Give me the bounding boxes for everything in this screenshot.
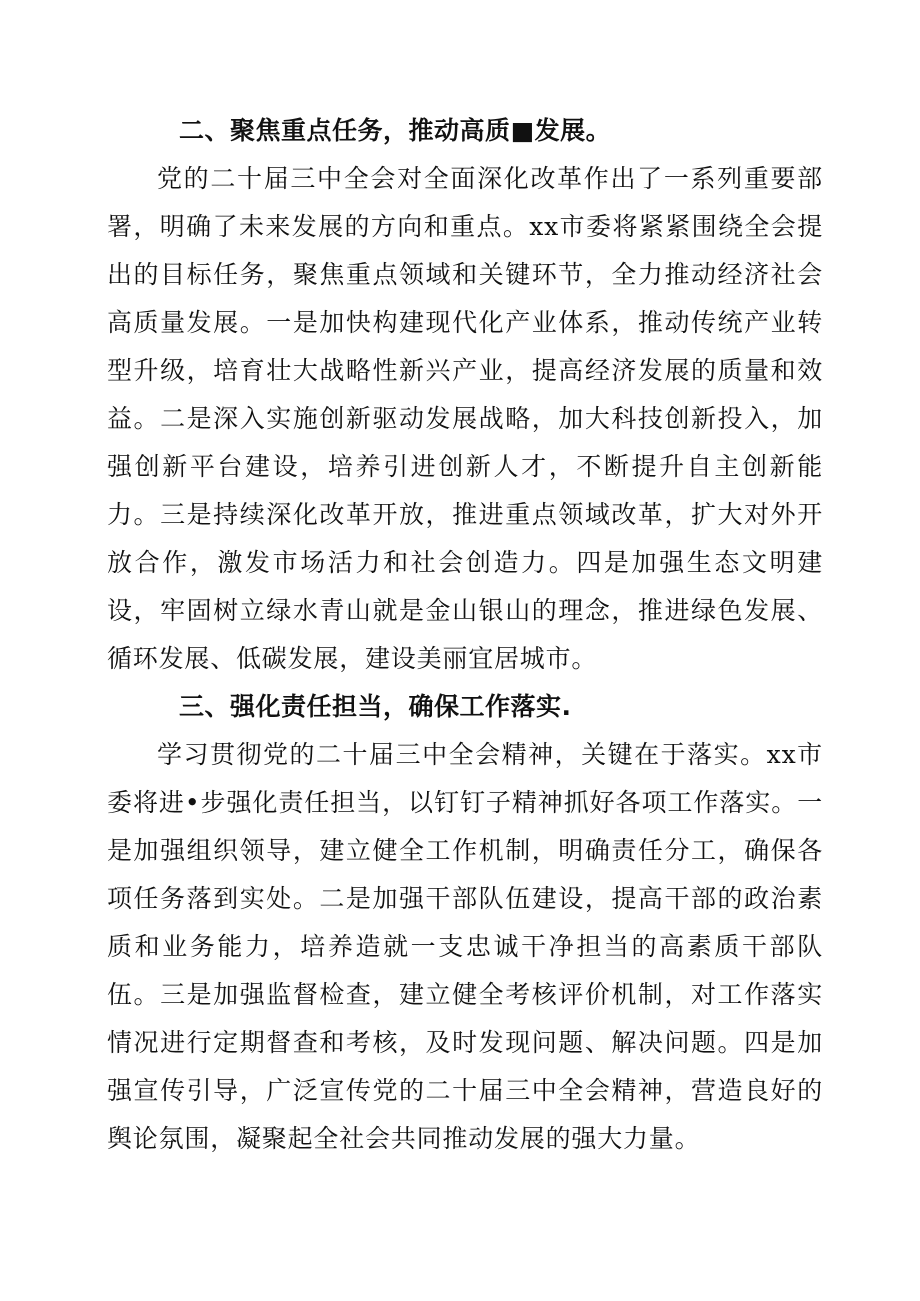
section-3-heading: 三、强化责任担当，确保工作落实. bbox=[179, 692, 572, 721]
section-2-paragraph: 党的二十届三中全会对全面深化改革作出了一系列重要部署，明确了未来发展的方向和重点。xx市委将紧紧围绕全会提出的目标任务，聚焦重点领域和关键环节，全力推动经济社会高质量发展。一是加快构建现代化产业体系，推动传统产业转型升级，培育壮大战略性新兴产业，提高经济发展的质量和效益。二是深入实施创新驱动发展战略，加大科技创新投入，加强创新平台建设，培养引进创新人才，不断提升自主创新能力。三是持续深化改革开放，推进重点领域改革，扩大对外开放合作，激发市场活力和社会创造力。四是加强生态文明建设，牢固树立绿水青山就是金山银山的理念，推进绿色发展、循环发展、低碳发展，建设美丽宜居城市。 bbox=[107, 164, 823, 673]
document-page bbox=[107, 107, 823, 1163]
section-2-heading: 二、聚焦重点任务，推动高质■发展。 bbox=[179, 116, 612, 145]
section-3-paragraph: 学习贯彻党的二十届三中全会精神，关键在于落实。xx市委将进•步强化责任担当，以钉钉子精神抓好各项工作落实。一是加强组织领导，建立健全工作机制，明确责任分工，确保各项任务落到实处。二是加强干部队伍建设，提高干部的政治素质和业务能力，培养造就一支忠诚干净担当的高素质干部队伍。三是加强监督检查，建立健全考核评价机制，对工作落实情况进行定期督查和考核，及时发现问题、解决问题。四是加强宣传引导，广泛宣传党的二十届三中全会精神，营造良好的舆论氛围，凝聚起全社会共同推动发展的强大力量。 bbox=[107, 740, 823, 1153]
